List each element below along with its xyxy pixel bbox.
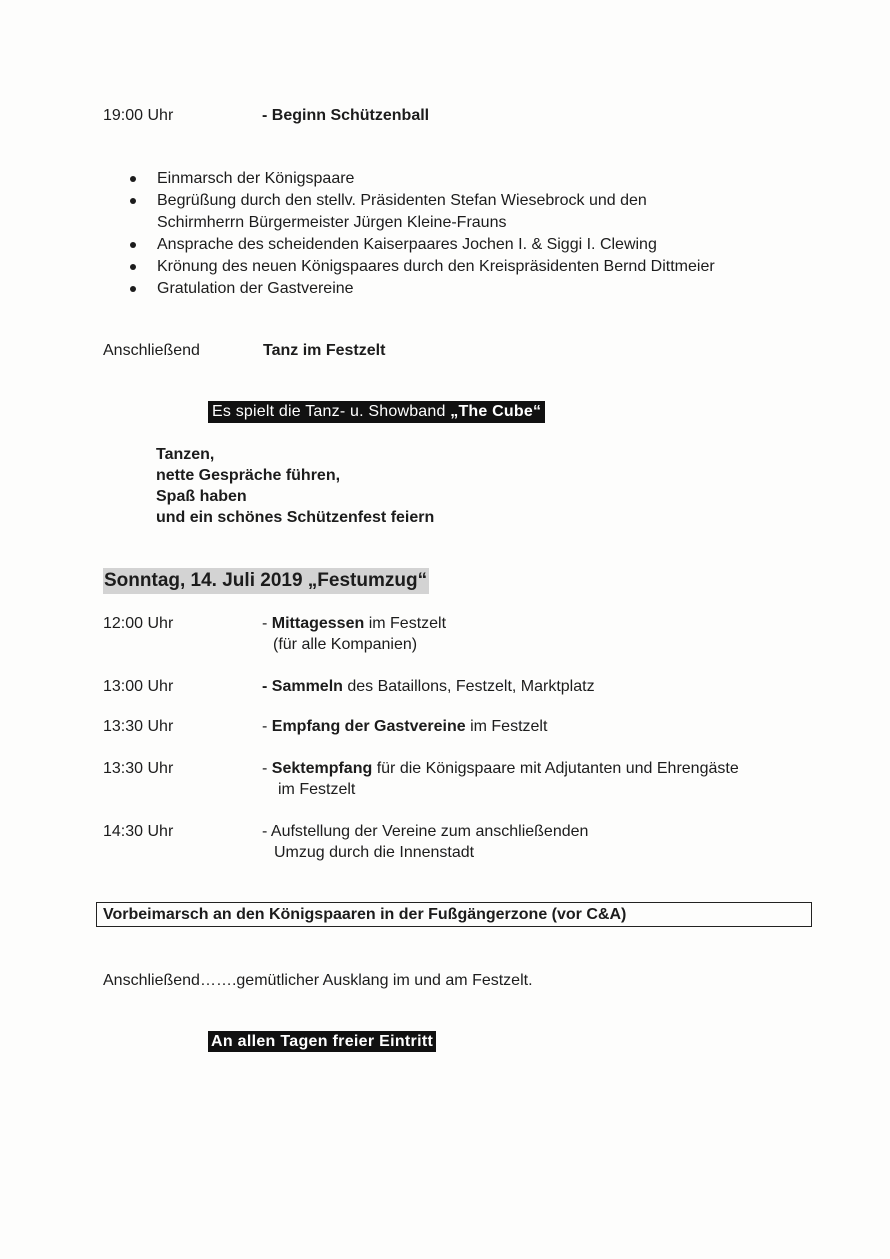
bullet-icon <box>130 198 136 204</box>
schedule-entry: - Mittagessen im Festzelt <box>262 615 447 632</box>
bullet-icon <box>130 242 136 248</box>
closing-text: Anschließend…….gemütlicher Ausklang im und am Festzelt. <box>103 972 533 989</box>
schedule-entry-note: (für alle Kompanien) <box>273 636 418 653</box>
schedule-entry: - Empfang der Gastvereine im Festzelt <box>262 718 548 735</box>
schedule-time: 13:30 Uhr <box>103 760 174 777</box>
schedule-time: 14:30 Uhr <box>103 823 174 840</box>
schedule-entry-note: im Festzelt <box>278 781 356 798</box>
list-item: Begrüßung durch den stellv. Präsidenten Stefan Wiesebrock und den Schirmherrn Bürgermeister Jürgen Kleine-Frauns <box>130 190 715 234</box>
schedule-time: 12:00 Uhr <box>103 615 174 632</box>
schedule-entry: - Aufstellung der Vereine zum anschließenden <box>262 823 589 840</box>
free-entry-banner: An allen Tagen freier Eintritt <box>208 1031 436 1052</box>
schedule-time: 13:00 Uhr <box>103 678 174 695</box>
schedule-entry: - Sektempfang für die Königspaare mit Adjutanten und Ehrengäste <box>262 760 739 777</box>
evening-time: 19:00 Uhr <box>103 107 174 124</box>
bullet-icon <box>130 264 136 270</box>
parade-notice: Vorbeimarsch an den Königspaaren in der Fußgängerzone (vor C&A) <box>96 902 812 927</box>
bullet-icon <box>130 176 136 182</box>
dance-title: Tanz im Festzelt <box>263 342 386 359</box>
list-item: Ansprache des scheidenden Kaiserpaares Jochen I. & Siggi I. Clewing <box>130 234 715 256</box>
list-item: Gratulation der Gastvereine <box>130 278 715 300</box>
evening-title: - Beginn Schützenball <box>262 107 430 124</box>
dance-line: und ein schönes Schützenfest feiern <box>156 509 435 526</box>
dance-line: Tanzen, <box>156 446 215 463</box>
band-banner: Es spielt die Tanz- u. Showband „The Cube“ <box>208 401 545 423</box>
dance-label: Anschließend <box>103 342 200 359</box>
dance-line: Spaß haben <box>156 488 247 505</box>
list-item: Einmarsch der Königspaare <box>130 168 715 190</box>
schedule-time: 13:30 Uhr <box>103 718 174 735</box>
sunday-heading: Sonntag, 14. Juli 2019 „Festumzug“ <box>103 568 429 594</box>
list-item: Krönung des neuen Königspaares durch den Kreispräsidenten Bernd Dittmeier <box>130 256 715 278</box>
dance-line: nette Gespräche führen, <box>156 467 341 484</box>
schedule-entry: - Sammeln des Bataillons, Festzelt, Marktplatz <box>262 678 595 695</box>
schedule-entry-note: Umzug durch die Innenstadt <box>274 844 475 861</box>
bullet-icon <box>130 286 136 292</box>
evening-program-list <box>130 168 715 300</box>
